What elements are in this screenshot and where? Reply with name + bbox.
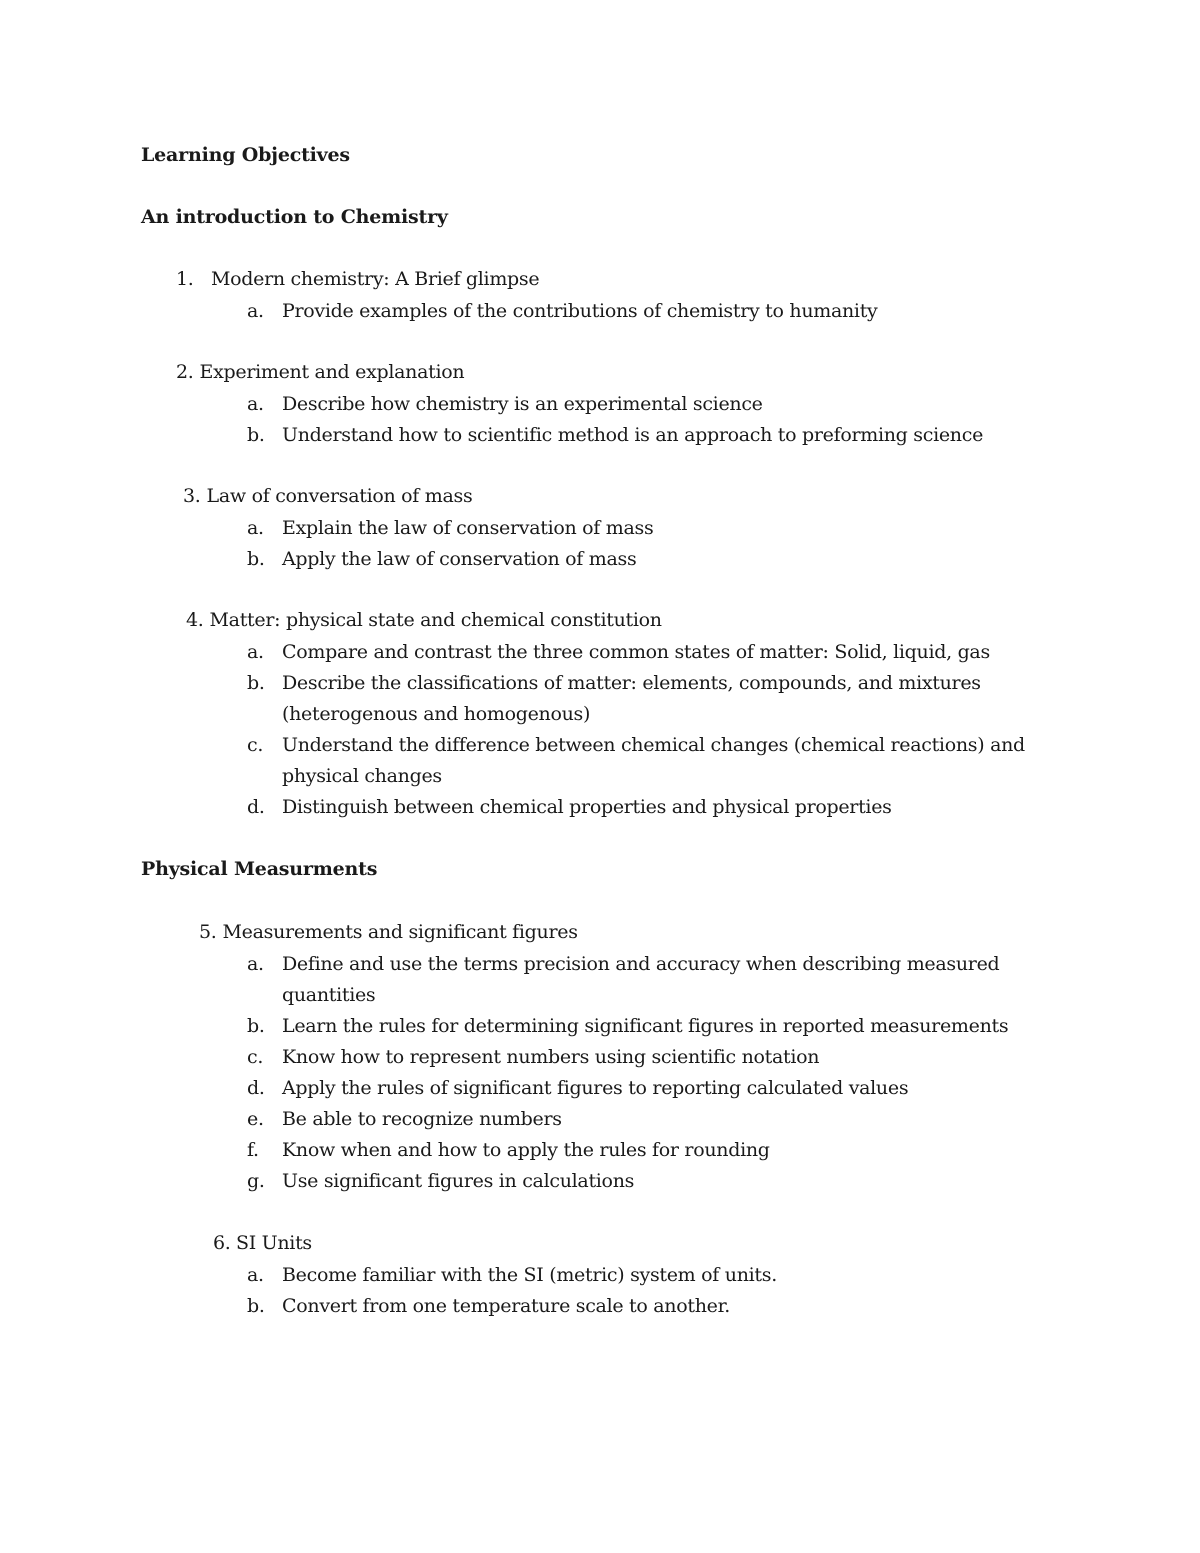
sub-item-letter: a. [247, 300, 264, 322]
sub-item-text: Describe the classifications of matter: elements, compounds, and mixtures (heterogenous and homogenous) [282, 672, 981, 725]
sub-item [247, 1166, 1047, 1197]
sub-item [247, 730, 1047, 792]
sub-item-letter: b. [247, 548, 265, 570]
item-number: 4. [186, 609, 204, 631]
item-number: 1. [176, 268, 194, 290]
numbered-item [176, 268, 539, 290]
sub-item-letter: c. [247, 734, 264, 756]
sub-item [247, 1011, 1047, 1042]
numbered-item [183, 485, 472, 507]
sub-item-text: Use significant figures in calculations [282, 1170, 635, 1192]
sub-item-text: Convert from one temperature scale to another. [282, 1295, 731, 1317]
sub-item-letter: f. [247, 1139, 259, 1161]
item-title: Matter: physical state and chemical constitution [209, 609, 662, 631]
sub-item [247, 544, 1047, 575]
sub-item-text: Understand how to scientific method is an approach to preforming science [282, 424, 984, 446]
item-title: Measurements and significant figures [222, 921, 578, 943]
sub-item-text: Learn the rules for determining significant figures in reported measurements [282, 1015, 1009, 1037]
section-heading: An introduction to Chemistry [141, 206, 448, 228]
sub-item [247, 420, 1047, 451]
sub-item-text: Explain the law of conservation of mass [282, 517, 654, 539]
sub-item-text: Define and use the terms precision and accuracy when describing measured quantities [282, 953, 1000, 1006]
item-number: 3. [183, 485, 201, 507]
sub-item [247, 1135, 1047, 1166]
document-title: Learning Objectives [141, 144, 350, 166]
sub-item [247, 1042, 1047, 1073]
numbered-item [213, 1232, 312, 1254]
sub-item-letter: d. [247, 796, 265, 818]
sub-item [247, 637, 1047, 668]
item-number: 5. [199, 921, 217, 943]
sub-item-letter: d. [247, 1077, 265, 1099]
sub-item [247, 296, 1047, 327]
section-heading: Physical Measurments [141, 858, 378, 880]
numbered-item [186, 609, 662, 631]
sub-item [247, 1073, 1047, 1104]
sub-item-letter: e. [247, 1108, 264, 1130]
sub-item-text: Understand the difference between chemical changes (chemical reactions) and physical changes [282, 734, 1025, 787]
sub-item-text: Compare and contrast the three common states of matter: Solid, liquid, gas [282, 641, 990, 663]
item-number: 2. [176, 361, 194, 383]
sub-item-letter: a. [247, 1264, 264, 1286]
sub-item-letter: a. [247, 393, 264, 415]
numbered-item [176, 361, 464, 383]
item-title: SI Units [236, 1232, 312, 1254]
sub-item-text: Describe how chemistry is an experimental science [282, 393, 763, 415]
item-title: Modern chemistry: A Brief glimpse [211, 268, 540, 290]
sub-item-letter: b. [247, 672, 265, 694]
sub-item [247, 668, 1047, 730]
sub-item [247, 1260, 1047, 1291]
sub-item-letter: a. [247, 641, 264, 663]
item-title: Law of conversation of mass [206, 485, 473, 507]
sub-item-letter: b. [247, 1015, 265, 1037]
sub-item [247, 1104, 1047, 1135]
sub-item-letter: b. [247, 1295, 265, 1317]
sub-item-text: Provide examples of the contributions of chemistry to humanity [282, 300, 878, 322]
sub-item [247, 949, 1047, 1011]
item-title: Experiment and explanation [199, 361, 465, 383]
sub-item [247, 389, 1047, 420]
numbered-item [199, 921, 578, 943]
item-number: 6. [213, 1232, 231, 1254]
sub-item-letter: g. [247, 1170, 265, 1192]
sub-item-text: Know when and how to apply the rules for rounding [282, 1139, 770, 1161]
sub-item-letter: b. [247, 424, 265, 446]
sub-item-text: Distinguish between chemical properties and physical properties [282, 796, 892, 818]
sub-item [247, 513, 1047, 544]
sub-item-letter: a. [247, 953, 264, 975]
sub-item-text: Become familiar with the SI (metric) system of units. [282, 1264, 777, 1286]
sub-item [247, 1291, 1047, 1322]
sub-item-letter: a. [247, 517, 264, 539]
sub-item-text: Apply the rules of significant figures to reporting calculated values [282, 1077, 909, 1099]
sub-item-text: Be able to recognize numbers [282, 1108, 562, 1130]
sub-item-letter: c. [247, 1046, 264, 1068]
sub-item-text: Apply the law of conservation of mass [282, 548, 637, 570]
sub-item-text: Know how to represent numbers using scientific notation [282, 1046, 820, 1068]
sub-item [247, 792, 1047, 823]
